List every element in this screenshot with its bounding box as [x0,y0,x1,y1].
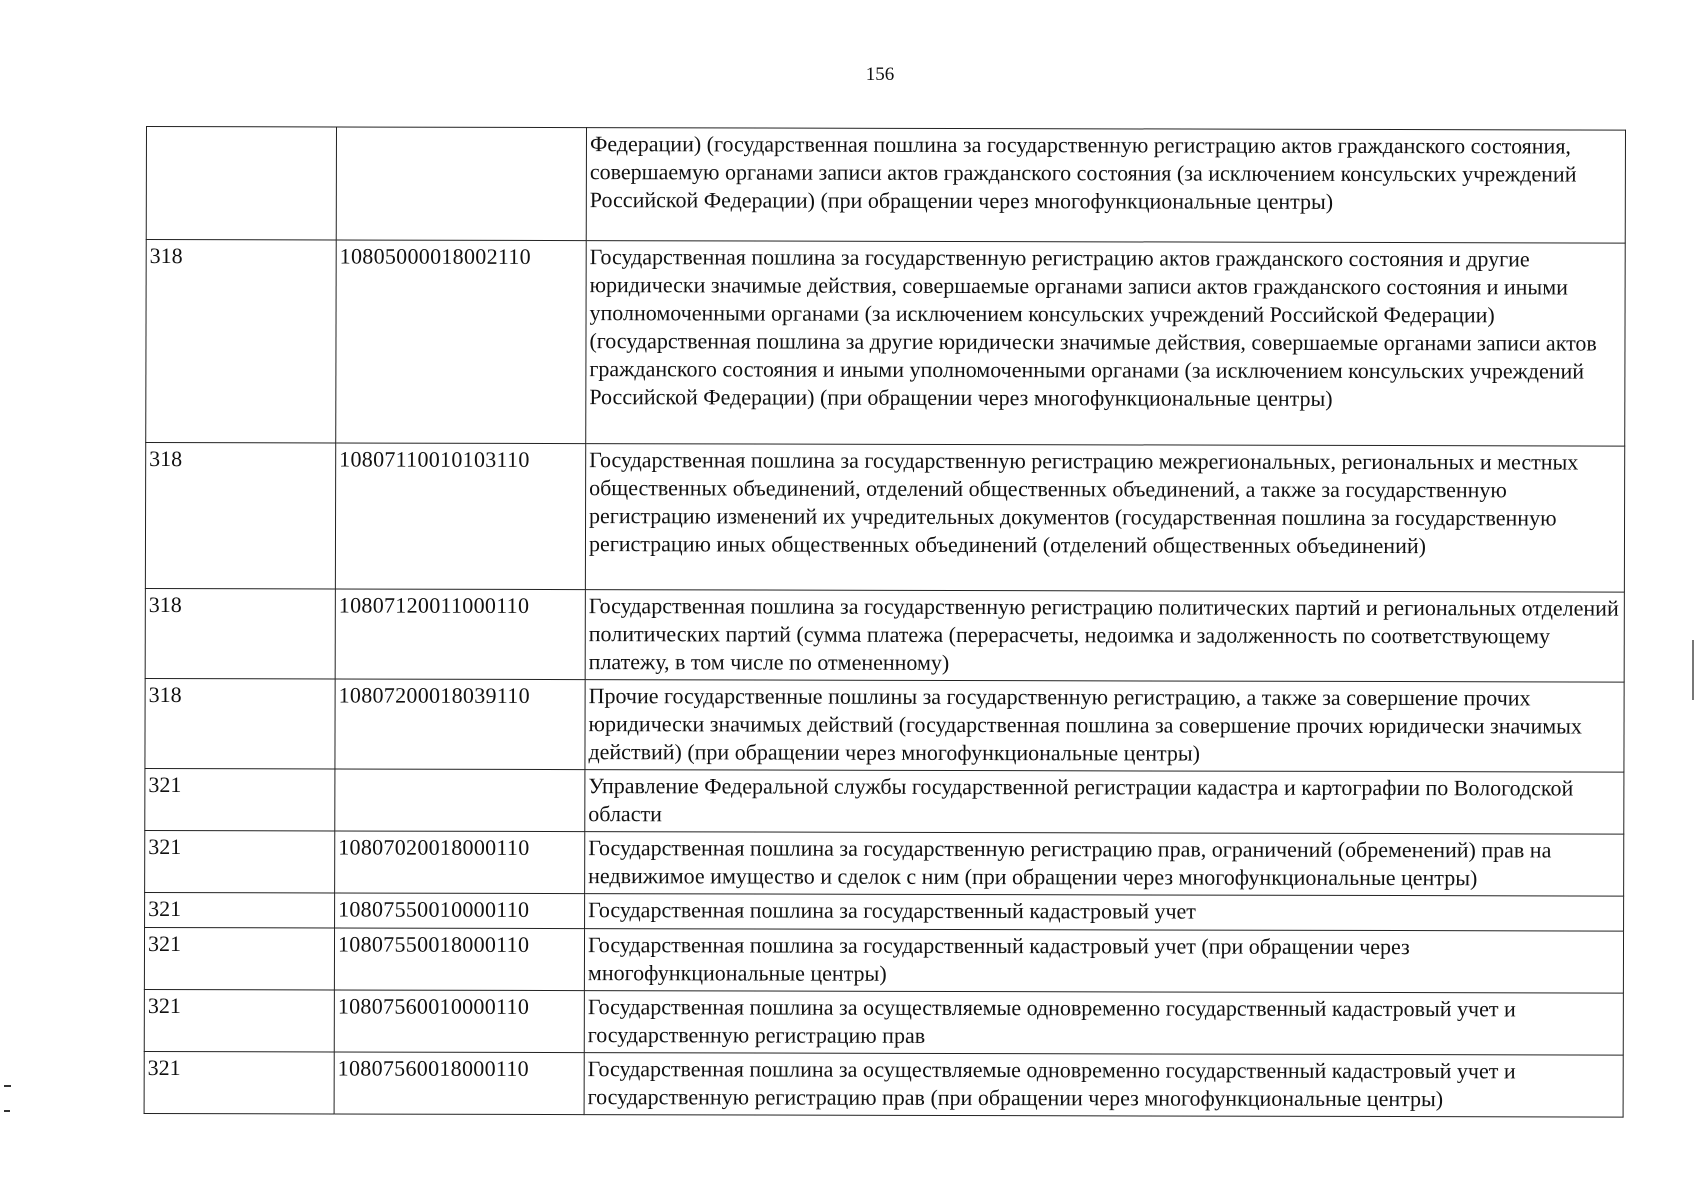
admin-code-cell: 318 [145,443,335,589]
description-cell: Государственная пошлина за государственную регистрацию актов гражданского состояния и другие юридически значимые действия, совершаемые органами записи актов гражданского состояния и иными уполномоченными органами (за исключением консульских учреждений Российской Федерации) (государственная пошлина за другие юридически значимые действия, совершаемые органами записи актов гражданского состояния и иными уполномоченными органами (за исключением консульских учреждений Российской Федерации) (при обращении через многофункциональные центры) [586,241,1625,447]
admin-code-cell: 321 [145,830,335,892]
table-row [145,588,1624,682]
admin-code-cell [146,127,336,240]
budget-code-cell: 10807110010103110 [335,443,585,590]
table-row [145,892,1624,931]
admin-code-cell: 321 [144,927,334,989]
description-cell: Управление Федеральной службы государственной регистрации кадастра и картографии по Вологодской области [585,770,1624,835]
table-row [144,927,1623,993]
admin-code-cell: 321 [144,1051,334,1113]
admin-code-cell: 318 [145,678,335,768]
budget-code-cell: 10807550018000110 [334,928,584,991]
table-row [146,127,1625,244]
admin-code-cell: 321 [145,892,335,927]
budget-code-cell: 10807560018000110 [334,1052,584,1115]
budget-code-cell: 10805000018002110 [336,240,586,444]
scan-artifact-mark [4,1110,10,1112]
budget-code-cell [336,127,586,241]
description-cell: Государственная пошлина за осуществляемые одновременно государственный кадастровый учет и государственную регистрацию прав (при обращении через многофункциональные центры) [584,1053,1623,1118]
budget-code-cell: 10807550010000110 [335,893,585,929]
budget-code-cell: 10807560010000110 [334,990,584,1053]
admin-code-cell: 321 [145,768,335,830]
scan-artifact-mark [1692,640,1694,700]
page-number: 156 [865,64,895,85]
table-row [146,240,1625,447]
admin-code-cell: 318 [145,588,335,678]
admin-code-cell: 321 [144,989,334,1051]
description-cell: Государственная пошлина за государственную регистрацию прав, ограничений (обременений) прав на недвижимое имущество и сделок с ним (при обращении через многофункциональные центры) [585,832,1624,897]
scan-artifact-mark [4,1085,11,1087]
table-row [145,443,1624,593]
description-cell: Государственная пошлина за государственную регистрацию политических партий и региональных отделений политических партий (сумма платежа (перерасчеты, недоимка и задолженность по соответствующему платежу, в том числе по отмененному) [585,590,1624,683]
description-cell: Федерации) (государственная пошлина за государственную регистрацию актов гражданского состояния, совершаемую органами записи актов гражданского состояния (за исключением консульских учреждений Российской Федерации) (при обращении через многофункциональные центры) [586,128,1625,244]
budget-code-cell: 10807120011000110 [335,589,585,680]
budget-classification-table [144,126,1626,1118]
budget-code-cell: 10807200018039110 [335,679,585,770]
table-row [145,768,1624,834]
description-cell: Государственная пошлина за государственный кадастровый учет [585,894,1624,932]
table-row [145,830,1624,896]
table-row [145,678,1624,772]
budget-code-cell [335,769,585,832]
table-row [144,989,1623,1055]
description-cell: Государственная пошлина за государственный кадастровый учет (при обращении через многофункциональные центры) [584,929,1623,994]
budget-code-cell: 10807020018000110 [335,831,585,894]
description-cell: Прочие государственные пошлины за государственную регистрацию, а также за совершение прочих юридически значимых действий (государственная пошлина за совершение прочих юридически значимых действий) (при обращении через многофункциональные центры) [585,680,1624,773]
description-cell: Государственная пошлина за государственную регистрацию межрегиональных, региональных и местных общественных объединений, отделений общественных объединений, а также за государственную регистрацию изменений их учредительных документов (государственная пошлина за государственную регистрацию иных общественных объединений (отделений общественных объединений) [585,444,1624,593]
table-row [144,1051,1623,1117]
admin-code-cell: 318 [146,240,336,443]
description-cell: Государственная пошлина за осуществляемые одновременно государственный кадастровый учет и государственную регистрацию прав [584,991,1623,1056]
